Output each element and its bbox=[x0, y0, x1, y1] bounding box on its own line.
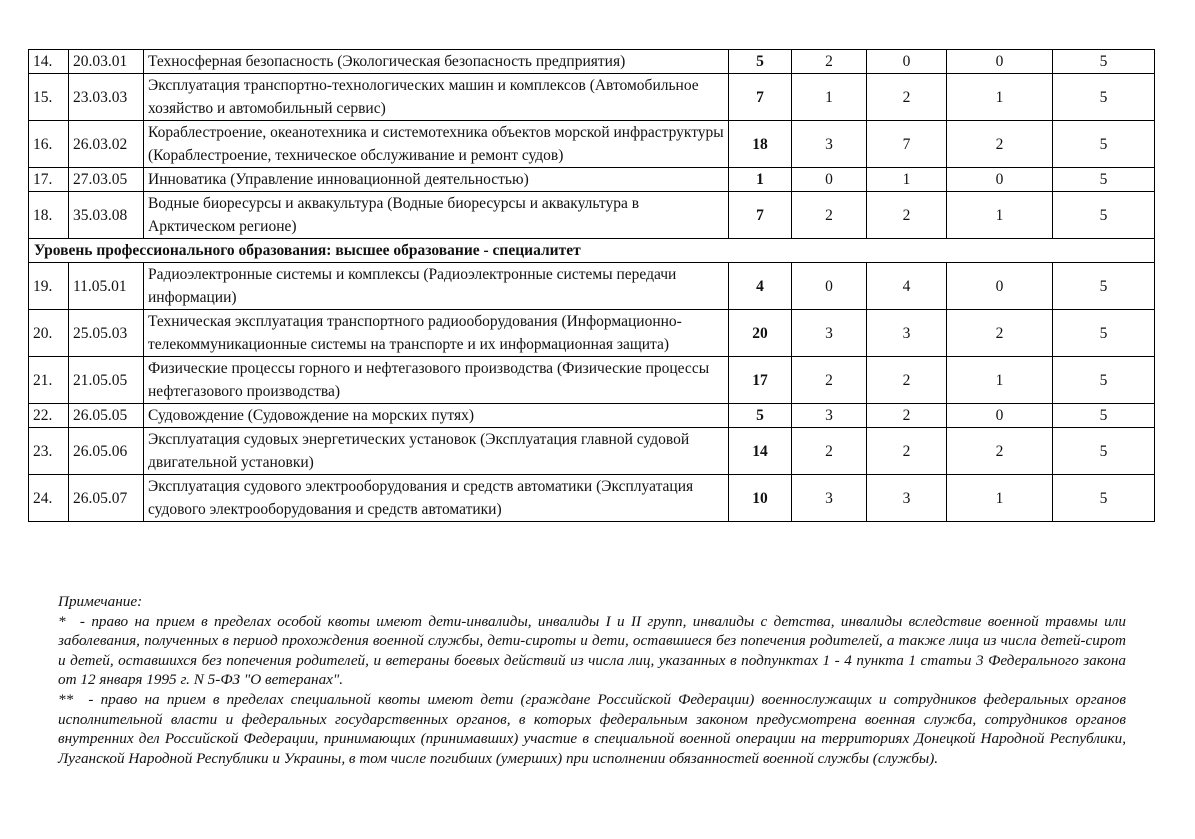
quota-col-3-cell: 1 bbox=[947, 74, 1053, 121]
quota-col-3-cell: 1 bbox=[947, 475, 1053, 522]
table-row bbox=[29, 404, 1155, 428]
quota-col-1-cell: 2 bbox=[792, 357, 867, 404]
row-number-cell: 20. bbox=[29, 310, 69, 357]
total-places-cell: 17 bbox=[729, 357, 792, 404]
quota-col-4-cell: 5 bbox=[1053, 475, 1155, 522]
quota-col-1-cell: 0 bbox=[792, 263, 867, 310]
table-row bbox=[29, 74, 1155, 121]
specialty-code-cell: 27.03.05 bbox=[69, 168, 144, 192]
row-number-cell: 24. bbox=[29, 475, 69, 522]
specialty-name-cell: Судовождение (Судовождение на морских путях) bbox=[144, 404, 729, 428]
quota-col-4-cell: 5 bbox=[1053, 357, 1155, 404]
quota-col-1-cell: 0 bbox=[792, 168, 867, 192]
quota-col-1-cell: 3 bbox=[792, 121, 867, 168]
quota-col-1-cell: 1 bbox=[792, 74, 867, 121]
footnote-marker: * bbox=[58, 612, 66, 630]
row-number-cell: 18. bbox=[29, 192, 69, 239]
table-row bbox=[29, 357, 1155, 404]
quota-col-4-cell: 5 bbox=[1053, 50, 1155, 74]
specialty-code-cell: 26.05.06 bbox=[69, 428, 144, 475]
quota-col-3-cell: 2 bbox=[947, 310, 1053, 357]
specialty-name-cell: Эксплуатация судового электрооборудования и средств автоматики (Эксплуатация судового электрооборудования и средств автоматики) bbox=[144, 475, 729, 522]
quota-col-1-cell: 3 bbox=[792, 475, 867, 522]
quota-col-2-cell: 2 bbox=[867, 428, 947, 475]
quota-col-4-cell: 5 bbox=[1053, 310, 1155, 357]
quota-col-2-cell: 7 bbox=[867, 121, 947, 168]
quota-col-3-cell: 0 bbox=[947, 168, 1053, 192]
total-places-cell: 20 bbox=[729, 310, 792, 357]
specialty-name-cell: Кораблестроение, океанотехника и системотехника объектов морской инфраструктуры (Кораблестроение, техническое обслуживание и ремонт судов) bbox=[144, 121, 729, 168]
quota-col-4-cell: 5 bbox=[1053, 404, 1155, 428]
quota-col-2-cell: 2 bbox=[867, 74, 947, 121]
quota-col-2-cell: 2 bbox=[867, 192, 947, 239]
specialty-code-cell: 35.03.08 bbox=[69, 192, 144, 239]
specialty-name-cell: Водные биоресурсы и аквакультура (Водные биоресурсы и аквакультура в Арктическом регионе) bbox=[144, 192, 729, 239]
footnote-text: - право на прием в пределах особой квоты имеют дети-инвалиды, инвалиды I и II групп, инвалиды с детства, инвалиды вследствие военной травмы или заболевания, полученных в период прохождения военной службы, дети-сироты и дети, оставшиеся без попечения родителей, а также лица из числа детей-сирот и детей, оставшихся без попечения родителей, и ветераны боевых действий из числа лиц, указанных в подпунктах 1 - 4 пункта 1 статьи 3 Федерального закона от 12 января 1995 г. N 5-ФЗ "О ветеранах". bbox=[58, 612, 1126, 689]
row-number-cell: 17. bbox=[29, 168, 69, 192]
table-row bbox=[29, 168, 1155, 192]
table-row bbox=[29, 428, 1155, 475]
quota-table bbox=[28, 49, 1155, 522]
specialty-name-cell: Техническая эксплуатация транспортного радиооборудования (Информационно-телекоммуникационные системы на транспорте и их информационная защита) bbox=[144, 310, 729, 357]
table-row bbox=[29, 121, 1155, 168]
quota-col-2-cell: 3 bbox=[867, 310, 947, 357]
row-number-cell: 15. bbox=[29, 74, 69, 121]
specialty-code-cell: 26.05.07 bbox=[69, 475, 144, 522]
total-places-cell: 14 bbox=[729, 428, 792, 475]
quota-col-3-cell: 1 bbox=[947, 357, 1053, 404]
quota-col-4-cell: 5 bbox=[1053, 168, 1155, 192]
quota-col-1-cell: 2 bbox=[792, 50, 867, 74]
quota-col-2-cell: 3 bbox=[867, 475, 947, 522]
quota-col-2-cell: 0 bbox=[867, 50, 947, 74]
total-places-cell: 1 bbox=[729, 168, 792, 192]
specialty-code-cell: 25.05.03 bbox=[69, 310, 144, 357]
footnote-text: - право на прием в пределах специальной квоты имеют дети (граждане Российской Федерации) военнослужащих и сотрудников федеральных органов исполнительной власти и федеральных государственных органов, в которых федеральным законом предусмотрена военная служба, сотрудников органов внутренних дел Российской Федерации, принимающих (принимавших) участие в специальной военной операции на территориях Донецкой Народной Республики, Луганской Народной Республики и Украины, в том числе погибших (умерших) при исполнении обязанностей военной службы (службы). bbox=[58, 690, 1126, 767]
total-places-cell: 7 bbox=[729, 74, 792, 121]
quota-col-2-cell: 1 bbox=[867, 168, 947, 192]
specialty-name-cell: Физические процессы горного и нефтегазового производства (Физические процессы нефтегазового производства) bbox=[144, 357, 729, 404]
specialty-name-cell: Радиоэлектронные системы и комплексы (Радиоэлектронные системы передачи информации) bbox=[144, 263, 729, 310]
row-number-cell: 22. bbox=[29, 404, 69, 428]
specialty-code-cell: 26.05.05 bbox=[69, 404, 144, 428]
quota-col-2-cell: 2 bbox=[867, 357, 947, 404]
quota-col-4-cell: 5 bbox=[1053, 74, 1155, 121]
total-places-cell: 5 bbox=[729, 404, 792, 428]
specialty-name-cell: Инноватика (Управление инновационной деятельностью) bbox=[144, 168, 729, 192]
specialty-code-cell: 26.03.02 bbox=[69, 121, 144, 168]
quota-col-3-cell: 0 bbox=[947, 263, 1053, 310]
quota-col-4-cell: 5 bbox=[1053, 428, 1155, 475]
section-header-label: Уровень профессионального образования: высшее образование - специалитет bbox=[29, 239, 1155, 263]
quota-col-2-cell: 4 bbox=[867, 263, 947, 310]
specialty-code-cell: 11.05.01 bbox=[69, 263, 144, 310]
row-number-cell: 19. bbox=[29, 263, 69, 310]
table-row bbox=[29, 192, 1155, 239]
quota-col-3-cell: 2 bbox=[947, 428, 1053, 475]
specialty-code-cell: 23.03.03 bbox=[69, 74, 144, 121]
total-places-cell: 18 bbox=[729, 121, 792, 168]
quota-col-3-cell: 0 bbox=[947, 50, 1053, 74]
quota-col-3-cell: 2 bbox=[947, 121, 1053, 168]
total-places-cell: 7 bbox=[729, 192, 792, 239]
footnote-marker: ** bbox=[58, 690, 74, 708]
quota-table-body bbox=[29, 50, 1155, 522]
total-places-cell: 4 bbox=[729, 263, 792, 310]
row-number-cell: 21. bbox=[29, 357, 69, 404]
quota-col-1-cell: 2 bbox=[792, 428, 867, 475]
row-number-cell: 16. bbox=[29, 121, 69, 168]
table-row bbox=[29, 263, 1155, 310]
quota-col-3-cell: 1 bbox=[947, 192, 1053, 239]
quota-col-1-cell: 2 bbox=[792, 192, 867, 239]
specialty-name-cell: Техносферная безопасность (Экологическая безопасность предприятия) bbox=[144, 50, 729, 74]
total-places-cell: 5 bbox=[729, 50, 792, 74]
footnote-separate-quota bbox=[58, 690, 1126, 768]
row-number-cell: 14. bbox=[29, 50, 69, 74]
total-places-cell: 10 bbox=[729, 475, 792, 522]
table-row bbox=[29, 50, 1155, 74]
quota-col-2-cell: 2 bbox=[867, 404, 947, 428]
specialty-code-cell: 20.03.01 bbox=[69, 50, 144, 74]
quota-col-4-cell: 5 bbox=[1053, 192, 1155, 239]
table-row bbox=[29, 475, 1155, 522]
quota-col-1-cell: 3 bbox=[792, 404, 867, 428]
specialty-name-cell: Эксплуатация транспортно-технологических машин и комплексов (Автомобильное хозяйство и автомобильный сервис) bbox=[144, 74, 729, 121]
quota-col-1-cell: 3 bbox=[792, 310, 867, 357]
quota-col-4-cell: 5 bbox=[1053, 121, 1155, 168]
notes-section bbox=[58, 592, 1126, 768]
section-header-row bbox=[29, 239, 1155, 263]
specialty-name-cell: Эксплуатация судовых энергетических установок (Эксплуатация главной судовой двигательной установки) bbox=[144, 428, 729, 475]
quota-col-4-cell: 5 bbox=[1053, 263, 1155, 310]
row-number-cell: 23. bbox=[29, 428, 69, 475]
specialty-code-cell: 21.05.05 bbox=[69, 357, 144, 404]
footnote-special-quota bbox=[58, 612, 1126, 690]
notes-title: Примечание: bbox=[58, 593, 143, 610]
table-row bbox=[29, 310, 1155, 357]
quota-col-3-cell: 0 bbox=[947, 404, 1053, 428]
